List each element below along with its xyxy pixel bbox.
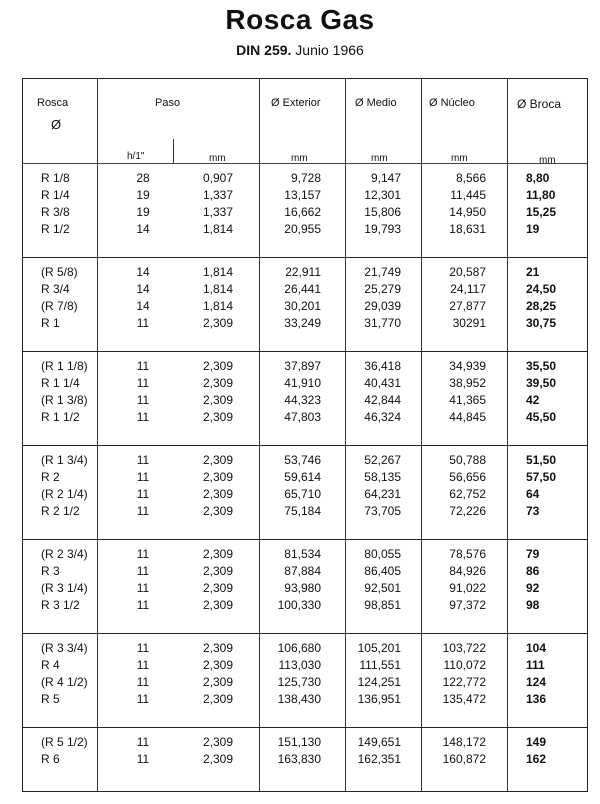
cell-medio: 12,301 [364,188,401,202]
cell-hilos: 11 [136,564,150,578]
header-rosca: Rosca [37,97,69,109]
cell-nucleo: 30291 [452,316,486,330]
table-row [23,188,587,204]
header-divider [23,163,587,164]
cell-nucleo: 38,952 [449,376,486,390]
table-row [23,393,587,409]
cell-hilos: 11 [136,504,150,518]
cell-broca: 98 [526,598,540,612]
cell-nucleo: 11,445 [450,188,486,202]
cell-paso: 2,309 [202,564,233,578]
cell-exterior: 20,955 [284,222,321,236]
cell-rosca: (R 2 3/4) [41,547,88,561]
cell-paso: 2,309 [202,487,233,501]
cell-broca: 45,50 [526,410,557,424]
cell-medio: 105,201 [357,641,401,655]
group-divider [23,257,587,258]
cell-broca: 86 [526,564,540,578]
cell-broca: 111 [526,658,545,672]
cell-rosca: (R 1 1/8) [41,359,88,373]
table-row [23,692,587,708]
cell-medio: 15,806 [364,205,401,219]
cell-medio: 73,705 [364,504,401,518]
cell-hilos: 11 [136,453,150,467]
subtitle-date: Junio 1966 [291,42,364,58]
cell-hilos: 11 [136,470,150,484]
cell-rosca: R 2 [41,470,60,484]
cell-paso: 2,309 [202,752,233,766]
cell-exterior: 138,430 [277,692,321,706]
cell-hilos: 11 [136,598,150,612]
cell-medio: 19,793 [364,222,401,236]
cell-broca: 35,50 [526,359,557,373]
table-row [23,316,587,332]
cell-hilos: 11 [136,410,150,424]
cell-medio: 31,770 [364,316,401,330]
cell-medio: 25,279 [364,282,401,296]
cell-medio: 64,231 [364,487,401,501]
cell-nucleo: 27,877 [449,299,486,313]
cell-rosca: (R 3 1/4) [41,581,88,595]
cell-medio: 98,851 [364,598,401,612]
unit-medio-mm: mm [371,153,388,164]
cell-exterior: 22,911 [285,265,321,279]
group-divider [23,633,587,634]
cell-medio: 136,951 [357,692,401,706]
cell-broca: 73 [526,504,540,518]
cell-paso: 2,309 [202,735,233,749]
cell-medio: 162,351 [357,752,401,766]
table-row [23,581,587,597]
cell-medio: 124,251 [357,675,401,689]
cell-rosca: R 1 1/2 [41,410,80,424]
cell-paso: 2,309 [202,376,233,390]
cell-nucleo: 14,950 [449,205,486,219]
cell-broca: 8,80 [526,171,550,185]
table-row [23,675,587,691]
column-divider [173,139,174,163]
table-row [23,205,587,221]
cell-exterior: 113,030 [278,658,321,672]
table-row [23,376,587,392]
cell-medio: 52,267 [364,453,401,467]
header-exterior: Ø Exterior [271,97,321,109]
cell-hilos: 14 [136,282,150,296]
cell-rosca: (R 1 3/4) [41,453,88,467]
table-row [23,487,587,503]
cell-nucleo: 20,587 [449,265,486,279]
header-medio: Ø Medio [355,97,397,109]
unit-broca-mm: mm [539,155,556,166]
cell-nucleo: 84,926 [449,564,486,578]
cell-exterior: 33,249 [284,316,321,330]
cell-broca: 92 [526,581,540,595]
cell-paso: 2,309 [202,598,233,612]
cell-medio: 42,844 [364,393,401,407]
header-rosca-symbol: Ø [51,117,62,132]
table-row [23,504,587,520]
table-row [23,735,587,751]
cell-paso: 2,309 [202,581,233,595]
cell-nucleo: 135,472 [442,692,486,706]
cell-hilos: 28 [136,171,150,185]
cell-paso: 1,814 [202,222,233,236]
cell-broca: 57,50 [526,470,557,484]
cell-exterior: 100,330 [277,598,321,612]
cell-rosca: (R 5/8) [41,265,78,279]
thread-table [22,78,588,792]
cell-rosca: (R 3 3/4) [41,641,88,655]
cell-broca: 64 [526,487,540,501]
cell-paso: 0,907 [202,171,233,185]
cell-medio: 9,147 [370,171,401,185]
table-row [23,359,587,375]
cell-nucleo: 148,172 [442,735,486,749]
cell-hilos: 11 [136,393,150,407]
cell-broca: 28,25 [526,299,557,313]
cell-exterior: 41,910 [284,376,321,390]
cell-broca: 79 [526,547,540,561]
cell-hilos: 11 [136,376,150,390]
cell-broca: 136 [526,692,547,706]
cell-hilos: 11 [136,641,150,655]
cell-broca: 149 [526,735,547,749]
cell-rosca: R 3/4 [41,282,70,296]
cell-medio: 21,749 [364,265,401,279]
cell-nucleo: 24,117 [450,282,486,296]
cell-medio: 29,039 [364,299,401,313]
cell-exterior: 26,441 [284,282,321,296]
table-row [23,641,587,657]
cell-exterior: 87,884 [284,564,321,578]
cell-exterior: 16,662 [284,205,321,219]
cell-broca: 24,50 [526,282,557,296]
cell-paso: 2,309 [202,316,233,330]
cell-exterior: 106,680 [277,641,321,655]
cell-hilos: 14 [136,299,150,313]
cell-medio: 46,324 [364,410,401,424]
cell-paso: 2,309 [202,641,233,655]
cell-hilos: 14 [136,222,150,236]
cell-nucleo: 50,788 [449,453,486,467]
cell-exterior: 53,746 [284,453,321,467]
cell-rosca: (R 2 1/4) [41,487,88,501]
cell-broca: 104 [526,641,547,655]
cell-hilos: 11 [136,752,150,766]
cell-rosca: (R 1 3/8) [41,393,88,407]
cell-exterior: 59,614 [284,470,321,484]
unit-nucleo-mm: mm [451,153,468,164]
table-row [23,299,587,315]
page-subtitle [0,42,600,58]
cell-hilos: 11 [136,359,150,373]
cell-broca: 15,25 [526,205,557,219]
cell-exterior: 13,157 [284,188,321,202]
cell-rosca: (R 4 1/2) [41,675,88,689]
table-row [23,470,587,486]
table-row [23,752,587,768]
cell-exterior: 75,184 [284,504,321,518]
cell-medio: 111,551 [359,658,401,672]
cell-hilos: 11 [136,692,150,706]
cell-broca: 30,75 [526,316,557,330]
cell-broca: 162 [526,752,547,766]
cell-nucleo: 97,372 [449,598,486,612]
cell-exterior: 9,728 [290,171,321,185]
cell-nucleo: 62,752 [449,487,486,501]
cell-hilos: 11 [136,581,150,595]
cell-rosca: R 1 [41,316,60,330]
cell-rosca: R 2 1/2 [41,504,80,518]
cell-nucleo: 41,365 [449,393,486,407]
cell-rosca: R 3 1/2 [41,598,80,612]
cell-rosca: (R 5 1/2) [41,735,88,749]
cell-medio: 92,501 [364,581,401,595]
cell-nucleo: 91,022 [449,581,486,595]
table-row [23,564,587,580]
cell-nucleo: 122,772 [442,675,486,689]
cell-paso: 2,309 [202,504,233,518]
cell-broca: 42 [526,393,540,407]
header-paso: Paso [155,97,181,109]
cell-nucleo: 44,845 [449,410,486,424]
cell-hilos: 11 [136,487,150,501]
cell-broca: 11,80 [526,188,556,202]
cell-exterior: 30,201 [284,299,321,313]
cell-hilos: 19 [136,188,150,202]
cell-exterior: 37,897 [284,359,321,373]
cell-paso: 2,309 [202,675,233,689]
group-divider [23,727,587,728]
cell-exterior: 65,710 [284,487,321,501]
unit-paso-mm: mm [209,153,226,164]
cell-hilos: 11 [136,547,150,561]
cell-paso: 2,309 [202,470,233,484]
cell-rosca: R 1 1/4 [41,376,80,390]
cell-rosca: R 3/8 [41,205,70,219]
cell-paso: 1,814 [202,265,233,279]
cell-hilos: 11 [136,735,150,749]
cell-nucleo: 110,072 [443,658,486,672]
cell-rosca: R 1/8 [41,171,70,185]
cell-paso: 1,814 [202,299,233,313]
cell-hilos: 19 [136,205,150,219]
cell-broca: 19 [526,222,540,236]
cell-rosca: R 3 [41,564,60,578]
cell-nucleo: 103,722 [442,641,486,655]
table-row [23,171,587,187]
cell-paso: 1,337 [202,205,233,219]
cell-medio: 86,405 [364,564,401,578]
group-divider [23,539,587,540]
cell-paso: 1,337 [202,188,233,202]
cell-medio: 40,431 [364,376,401,390]
cell-paso: 2,309 [202,359,233,373]
cell-paso: 2,309 [202,658,233,672]
cell-hilos: 14 [136,265,150,279]
table-row [23,410,587,426]
page-title: Rosca Gas [225,4,375,35]
cell-rosca: R 1/4 [41,188,70,202]
cell-hilos: 11 [136,675,150,689]
cell-nucleo: 160,872 [442,752,486,766]
cell-paso: 2,309 [202,453,233,467]
cell-exterior: 47,803 [284,410,321,424]
group-divider [23,445,587,446]
cell-rosca: R 1/2 [41,222,70,236]
subtitle-standard: DIN 259. [236,42,292,58]
cell-exterior: 81,534 [284,547,321,561]
cell-broca: 51,50 [526,453,557,467]
cell-hilos: 11 [136,316,150,330]
cell-paso: 2,309 [202,410,233,424]
group-divider [23,351,587,352]
cell-nucleo: 8,566 [455,171,486,185]
cell-nucleo: 34,939 [449,359,486,373]
cell-exterior: 163,830 [277,752,321,766]
header-broca: Ø Broca [517,97,562,111]
unit-hilos: h/1" [127,151,145,162]
cell-exterior: 93,980 [284,581,321,595]
cell-rosca: R 6 [41,752,60,766]
cell-broca: 124 [526,675,547,689]
cell-hilos: 11 [136,658,150,672]
cell-rosca: R 4 [41,658,60,672]
table-row [23,222,587,238]
cell-medio: 58,135 [364,470,401,484]
cell-nucleo: 18,631 [449,222,486,236]
table-row [23,598,587,614]
cell-medio: 149,651 [357,735,401,749]
table-row [23,282,587,298]
cell-medio: 80,055 [364,547,401,561]
cell-paso: 2,309 [202,393,233,407]
cell-nucleo: 72,226 [449,504,486,518]
cell-rosca: (R 7/8) [41,299,78,313]
table-row [23,265,587,281]
header-nucleo: Ø Núcleo [429,97,475,109]
cell-paso: 2,309 [202,547,233,561]
cell-exterior: 125,730 [277,675,321,689]
cell-rosca: R 5 [41,692,60,706]
cell-paso: 1,814 [202,282,233,296]
cell-medio: 36,418 [364,359,401,373]
cell-exterior: 151,130 [277,735,321,749]
cell-nucleo: 56,656 [449,470,486,484]
cell-paso: 2,309 [202,692,233,706]
cell-broca: 21 [526,265,540,279]
table-row [23,658,587,674]
cell-exterior: 44,323 [284,393,321,407]
unit-exterior-mm: mm [291,153,308,164]
table-row [23,453,587,469]
cell-broca: 39,50 [526,376,557,390]
cell-nucleo: 78,576 [449,547,486,561]
table-row [23,547,587,563]
